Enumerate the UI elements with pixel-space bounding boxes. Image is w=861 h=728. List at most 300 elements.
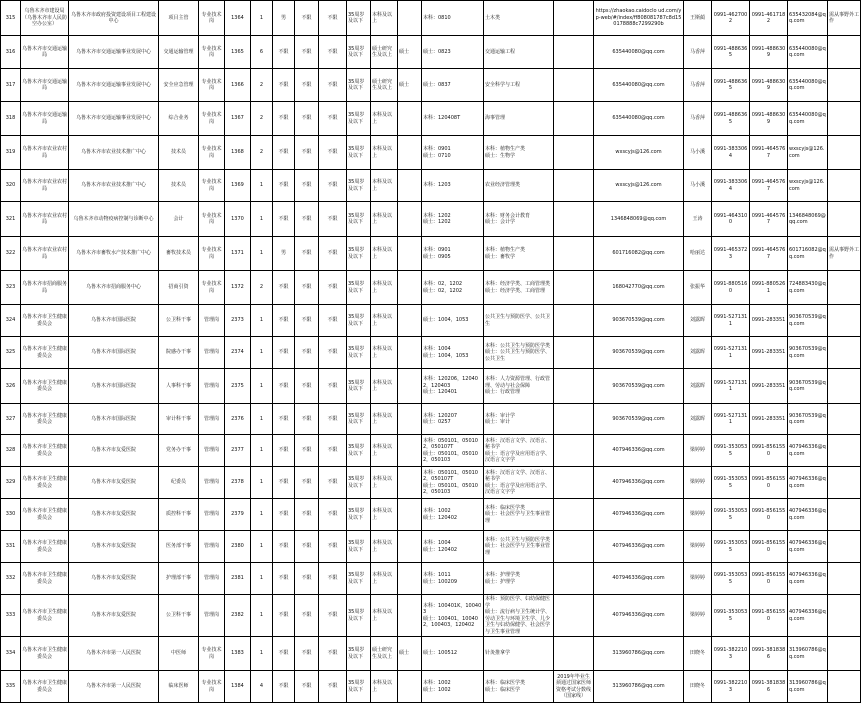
cell-dept: 乌鲁木齐市卫生健康委员会 — [21, 499, 69, 531]
cell-email2: wxscyjs@126.com — [788, 136, 828, 170]
cell-major-name: 公共卫生与预防医学、公共卫生 — [484, 305, 554, 337]
cell-dept: 乌鲁木齐市卫生健康委员会 — [21, 531, 69, 563]
cell-remark — [828, 36, 861, 69]
cell-dept: 乌鲁木齐市卫生健康委员会 — [21, 404, 69, 435]
cell-gender: 不限 — [273, 202, 295, 237]
cell-code: 1370 — [225, 202, 251, 237]
cell-tel1: 0991-4886365 — [712, 102, 750, 136]
cell-tel2: 0991-4617182 — [750, 1, 788, 36]
cell-num: 1 — [251, 637, 273, 671]
cell-major-name: 安全科学与工程 — [484, 69, 554, 102]
cell-nation: 不限 — [295, 36, 319, 69]
cell-other — [554, 69, 594, 102]
cell-nation: 不限 — [295, 102, 319, 136]
cell-major-code: 本科：120408T — [422, 102, 484, 136]
cell-cat: 专业技术岗 — [199, 136, 225, 170]
cell-major-code: 本科：1203 — [422, 170, 484, 202]
cell-code: 2373 — [225, 305, 251, 337]
cell-num: 1 — [251, 1, 273, 36]
cell-tel2: 0991-4886309 — [750, 36, 788, 69]
cell-email: 635440080@qq.com — [594, 102, 684, 136]
cell-email2: 407946336@qq.com — [788, 531, 828, 563]
cell-cat: 专业技术岗 — [199, 671, 225, 703]
cell-email: 407946336@qq.com — [594, 531, 684, 563]
cell-edu: 本科及以上 — [371, 404, 398, 435]
cell-code: 2376 — [225, 404, 251, 435]
cell-tel2: 0991-8561550 — [750, 531, 788, 563]
cell-other — [554, 202, 594, 237]
cell-nation: 不限 — [295, 305, 319, 337]
cell-contact: 梁婷婷 — [684, 499, 712, 531]
cell-email2: 903670539@qq.com — [788, 305, 828, 337]
cell-email2: 407946336@qq.com — [788, 467, 828, 499]
cell-edu: 本科及以上 — [371, 563, 398, 595]
cell-degree — [398, 467, 422, 499]
cell-unit: 乌鲁木齐市友爱医院 — [69, 531, 159, 563]
cell-cat: 管理岗 — [199, 305, 225, 337]
cell-major-code: 本科：100401K，100403 硕士：100401，100402，100403，120402 — [422, 595, 484, 637]
cell-gender: 不限 — [273, 102, 295, 136]
cell-major-code: 本科：120206，120402，120403 硕士：120401 — [422, 369, 484, 404]
cell-age: 35周岁及以下 — [347, 170, 371, 202]
cell-code: 1366 — [225, 69, 251, 102]
cell-other — [554, 305, 594, 337]
cell-polit: 不限 — [319, 499, 347, 531]
cell-edu: 本科及以上 — [371, 237, 398, 271]
cell-email2: 601716082@qq.com — [788, 237, 828, 271]
cell-dept: 乌鲁木齐市卫生健康委员会 — [21, 671, 69, 703]
cell-tel1: 0991-4627002 — [712, 1, 750, 36]
cell-major-name: 农业经济管理类 — [484, 170, 554, 202]
cell-no: 323 — [1, 271, 21, 305]
cell-degree — [398, 435, 422, 467]
cell-email2: 313960786@qq.com — [788, 671, 828, 703]
cell-email2: 407946336@qq.com — [788, 563, 828, 595]
cell-email: wxscyjs@126.com — [594, 170, 684, 202]
cell-age: 35周岁及以下 — [347, 102, 371, 136]
cell-remark — [828, 69, 861, 102]
cell-no: 335 — [1, 671, 21, 703]
cell-email: 601716082@qq.com — [594, 237, 684, 271]
cell-remark: 需从事野外工作 — [828, 1, 861, 36]
cell-no: 330 — [1, 499, 21, 531]
cell-degree — [398, 1, 422, 36]
table-row — [1, 136, 861, 170]
cell-cat: 管理岗 — [199, 369, 225, 404]
cell-remark — [828, 637, 861, 671]
cell-dept: 乌鲁木齐市交通运输局 — [21, 102, 69, 136]
cell-email: 903670539@qq.com — [594, 337, 684, 369]
cell-gender: 不限 — [273, 36, 295, 69]
cell-tel2: 0991-4645767 — [750, 170, 788, 202]
cell-cat: 管理岗 — [199, 563, 225, 595]
cell-code: 2377 — [225, 435, 251, 467]
cell-edu: 本科及以上 — [371, 202, 398, 237]
cell-gender: 不限 — [273, 637, 295, 671]
cell-nation: 不限 — [295, 69, 319, 102]
cell-other — [554, 595, 594, 637]
cell-cat: 专业技术岗 — [199, 36, 225, 69]
cell-nation: 不限 — [295, 337, 319, 369]
cell-unit: 乌鲁木齐市交通运输事业发展中心 — [69, 69, 159, 102]
table-row — [1, 595, 861, 637]
cell-code: 1365 — [225, 36, 251, 69]
table-row — [1, 102, 861, 136]
cell-nation: 不限 — [295, 637, 319, 671]
cell-post: 中医师 — [159, 637, 199, 671]
cell-gender: 不限 — [273, 595, 295, 637]
cell-email: 407946336@qq.com — [594, 563, 684, 595]
cell-cat: 专业技术岗 — [199, 202, 225, 237]
cell-tel2: 0991-283351 — [750, 337, 788, 369]
cell-post: 畜牧技术员 — [159, 237, 199, 271]
cell-num: 1 — [251, 305, 273, 337]
cell-code: 2381 — [225, 563, 251, 595]
cell-email2: 903670539@qq.com — [788, 369, 828, 404]
cell-gender: 不限 — [273, 170, 295, 202]
cell-num: 2 — [251, 136, 273, 170]
cell-email2: 635440080@qq.com — [788, 102, 828, 136]
cell-unit: 乌鲁木齐市国际医院 — [69, 337, 159, 369]
cell-gender: 不限 — [273, 671, 295, 703]
cell-tel1: 0991-3530535 — [712, 563, 750, 595]
cell-degree — [398, 563, 422, 595]
cell-degree: 硕士 — [398, 69, 422, 102]
cell-age: 35周岁及以下 — [347, 499, 371, 531]
cell-num: 1 — [251, 467, 273, 499]
cell-unit: 乌鲁木齐市农业技术推广中心 — [69, 170, 159, 202]
cell-major-name: 本科：人力资源管理、行政管理、劳动与社会保障 硕士：行政管理 — [484, 369, 554, 404]
cell-age: 35周岁及以下 — [347, 136, 371, 170]
cell-num: 1 — [251, 337, 273, 369]
cell-dept: 乌鲁木齐市卫生健康委员会 — [21, 467, 69, 499]
cell-unit: 乌鲁木齐市第一人民医院 — [69, 637, 159, 671]
cell-other — [554, 404, 594, 435]
cell-email: 407946336@qq.com — [594, 595, 684, 637]
cell-post: 审计科干事 — [159, 404, 199, 435]
cell-dept: 乌鲁木齐市农业农村局 — [21, 237, 69, 271]
cell-email2: wxscyjs@126.com — [788, 170, 828, 202]
cell-cat: 专业技术岗 — [199, 637, 225, 671]
cell-major-name: 本科：临床医学类 硕士：临床医学 — [484, 671, 554, 703]
cell-email: 313960786@qq.com — [594, 671, 684, 703]
cell-degree — [398, 102, 422, 136]
cell-nation: 不限 — [295, 271, 319, 305]
cell-major-name: 本科：护理学类 硕士：护理学 — [484, 563, 554, 595]
cell-major-code: 本科：1002 硕士：120402 — [422, 499, 484, 531]
cell-major-code: 本科：120207 硕士：0257 — [422, 404, 484, 435]
cell-cat: 专业技术岗 — [199, 271, 225, 305]
cell-num: 2 — [251, 69, 273, 102]
cell-degree — [398, 271, 422, 305]
cell-gender: 不限 — [273, 404, 295, 435]
cell-major-code: 本科：050101，050102，050107T 硕士：050101，050102，050103 — [422, 467, 484, 499]
cell-gender: 不限 — [273, 435, 295, 467]
table-row — [1, 337, 861, 369]
cell-contact: 张振华 — [684, 271, 712, 305]
cell-gender: 不限 — [273, 467, 295, 499]
cell-degree — [398, 202, 422, 237]
cell-major-code: 本科：0901 硕士：0905 — [422, 237, 484, 271]
cell-nation: 不限 — [295, 404, 319, 435]
cell-tel2: 0991-8561550 — [750, 435, 788, 467]
cell-no: 329 — [1, 467, 21, 499]
cell-cat: 管理岗 — [199, 499, 225, 531]
cell-unit: 乌鲁木齐市农业技术推广中心 — [69, 136, 159, 170]
cell-age: 35周岁及以下 — [347, 595, 371, 637]
cell-edu: 本科及以上 — [371, 499, 398, 531]
cell-num: 4 — [251, 671, 273, 703]
cell-age: 35周岁及以下 — [347, 435, 371, 467]
cell-polit: 不限 — [319, 305, 347, 337]
cell-degree — [398, 595, 422, 637]
cell-gender: 不限 — [273, 369, 295, 404]
cell-edu: 本科及以上 — [371, 595, 398, 637]
cell-other — [554, 170, 594, 202]
cell-dept: 乌鲁木齐市交通运输局 — [21, 36, 69, 69]
cell-major-code: 硕士：1004，1053 — [422, 305, 484, 337]
cell-major-name: 本科：植物生产类 硕士：生物学 — [484, 136, 554, 170]
cell-age: 35周岁及以下 — [347, 404, 371, 435]
cell-unit: 乌鲁木齐市交通运输事业发展中心 — [69, 102, 159, 136]
cell-contact: 梁婷婷 — [684, 467, 712, 499]
cell-nation: 不限 — [295, 1, 319, 36]
cell-unit: 乌鲁木齐市第一人民医院 — [69, 671, 159, 703]
cell-dept: 乌鲁木齐市卫生健康委员会 — [21, 435, 69, 467]
cell-email2: 903670539@qq.com — [788, 404, 828, 435]
table-row — [1, 404, 861, 435]
cell-unit: 乌鲁木齐市友爱医院 — [69, 435, 159, 467]
cell-contact: 马小溪 — [684, 170, 712, 202]
cell-polit: 不限 — [319, 404, 347, 435]
cell-major-name: 本科：临床医学类 硕士：社会医学与卫生事业管理 — [484, 499, 554, 531]
cell-major-name: 本科：公共卫生与预防医学类 硕士：公共卫生与预防医学、公共卫生 — [484, 337, 554, 369]
cell-unit: 乌鲁木齐市国际医院 — [69, 404, 159, 435]
cell-code: 1368 — [225, 136, 251, 170]
cell-no: 315 — [1, 1, 21, 36]
cell-contact: 马香萍 — [684, 36, 712, 69]
cell-code: 1371 — [225, 237, 251, 271]
cell-contact: 梁婷婷 — [684, 435, 712, 467]
table-row — [1, 69, 861, 102]
cell-contact: 马香萍 — [684, 102, 712, 136]
cell-no: 322 — [1, 237, 21, 271]
table-row — [1, 170, 861, 202]
cell-polit: 不限 — [319, 1, 347, 36]
cell-email: 407946336@qq.com — [594, 435, 684, 467]
cell-other — [554, 435, 594, 467]
cell-contact: 田晓冬 — [684, 637, 712, 671]
cell-no: 328 — [1, 435, 21, 467]
cell-num: 6 — [251, 36, 273, 69]
cell-polit: 不限 — [319, 671, 347, 703]
cell-num: 2 — [251, 271, 273, 305]
cell-num: 1 — [251, 237, 273, 271]
cell-email: 407946336@qq.com — [594, 467, 684, 499]
cell-polit: 不限 — [319, 435, 347, 467]
cell-age: 35周岁及以下 — [347, 1, 371, 36]
cell-edu: 本科及以上 — [371, 136, 398, 170]
cell-unit: 乌鲁木齐市动物疫病控制与诊断中心 — [69, 202, 159, 237]
cell-post: 招商引资 — [159, 271, 199, 305]
cell-no: 331 — [1, 531, 21, 563]
cell-contact: 刘露晖 — [684, 369, 712, 404]
cell-unit: 乌鲁木齐市友爱医院 — [69, 563, 159, 595]
cell-major-code: 本科：1002 硕士：1002 — [422, 671, 484, 703]
cell-code: 2375 — [225, 369, 251, 404]
cell-major-name: 土木类 — [484, 1, 554, 36]
cell-major-code: 本科：1004 硕士：120402 — [422, 531, 484, 563]
cell-gender: 不限 — [273, 563, 295, 595]
table-row — [1, 271, 861, 305]
cell-dept: 乌鲁木齐市卫生健康委员会 — [21, 305, 69, 337]
cell-no: 319 — [1, 136, 21, 170]
cell-gender: 男 — [273, 237, 295, 271]
cell-no: 320 — [1, 170, 21, 202]
cell-email: 407946336@qq.com — [594, 499, 684, 531]
cell-cat: 专业技术岗 — [199, 170, 225, 202]
cell-tel1: 0991-5271311 — [712, 305, 750, 337]
cell-num: 1 — [251, 404, 273, 435]
cell-major-name: 本科：汉语言文学、汉语言、秘书学 硕士：语言学及应用语言学、汉语言文字学 — [484, 435, 554, 467]
cell-polit: 不限 — [319, 202, 347, 237]
cell-edu: 本科及以上 — [371, 1, 398, 36]
cell-email: 635440080@qq.com — [594, 36, 684, 69]
cell-contact: 刘露晖 — [684, 404, 712, 435]
cell-email2: 407946336@qq.com — [788, 435, 828, 467]
cell-tel1: 0991-8805160 — [712, 271, 750, 305]
cell-contact: 哈丽达 — [684, 237, 712, 271]
cell-other — [554, 237, 594, 271]
cell-no: 334 — [1, 637, 21, 671]
cell-edu: 本科及以上 — [371, 102, 398, 136]
cell-email: 903670539@qq.com — [594, 369, 684, 404]
cell-dept: 乌鲁木齐市交通运输局 — [21, 69, 69, 102]
cell-tel1: 0991-4643100 — [712, 202, 750, 237]
cell-nation: 不限 — [295, 435, 319, 467]
cell-nation: 不限 — [295, 136, 319, 170]
cell-other — [554, 369, 594, 404]
table-row — [1, 671, 861, 703]
cell-remark — [828, 271, 861, 305]
cell-contact: 梁婷婷 — [684, 563, 712, 595]
cell-gender: 不限 — [273, 69, 295, 102]
cell-nation: 不限 — [295, 237, 319, 271]
table-row — [1, 637, 861, 671]
cell-major-name: 本科：审计学 硕士：审计 — [484, 404, 554, 435]
cell-dept: 乌鲁木齐市招商服务局 — [21, 271, 69, 305]
cell-email2: 407946336@qq.com — [788, 499, 828, 531]
cell-no: 326 — [1, 369, 21, 404]
cell-major-code: 本科：02，1202 硕士：02，1202 — [422, 271, 484, 305]
cell-remark — [828, 305, 861, 337]
cell-other — [554, 563, 594, 595]
cell-code: 1384 — [225, 671, 251, 703]
cell-degree: 硕士 — [398, 36, 422, 69]
cell-age: 35周岁及以下 — [347, 467, 371, 499]
table-row — [1, 237, 861, 271]
cell-other — [554, 637, 594, 671]
cell-degree — [398, 671, 422, 703]
cell-tel1: 0991-3530535 — [712, 435, 750, 467]
cell-email2: 1346848069@qq.com — [788, 202, 828, 237]
cell-post: 公卫科干事 — [159, 595, 199, 637]
cell-unit: 乌鲁木齐市友爱医院 — [69, 595, 159, 637]
cell-remark — [828, 435, 861, 467]
cell-polit: 不限 — [319, 237, 347, 271]
cell-tel1: 0991-3833064 — [712, 136, 750, 170]
cell-tel1: 0991-4653723 — [712, 237, 750, 271]
cell-major-name: 本科：财务会计教育 硕士：会计学 — [484, 202, 554, 237]
cell-dept: 乌鲁木齐市农业农村局 — [21, 202, 69, 237]
cell-gender: 不限 — [273, 305, 295, 337]
cell-email: 1346848069@qq.com — [594, 202, 684, 237]
cell-polit: 不限 — [319, 637, 347, 671]
cell-age: 35周岁及以下 — [347, 36, 371, 69]
cell-edu: 本科及以上 — [371, 467, 398, 499]
cell-degree — [398, 305, 422, 337]
cell-num: 1 — [251, 202, 273, 237]
cell-tel1: 0991-5271311 — [712, 369, 750, 404]
cell-major-code: 本科：0901 硕士：0710 — [422, 136, 484, 170]
cell-edu: 本科及以上 — [371, 305, 398, 337]
cell-tel2: 0991-4645767 — [750, 202, 788, 237]
cell-num: 1 — [251, 435, 273, 467]
cell-tel2: 0991-3818386 — [750, 671, 788, 703]
cell-no: 317 — [1, 69, 21, 102]
cell-major-code: 本科：1004 硕士：1004，1053 — [422, 337, 484, 369]
cell-degree: 硕士 — [398, 637, 422, 671]
cell-contact: 田晓冬 — [684, 671, 712, 703]
table-row — [1, 531, 861, 563]
cell-age: 35周岁及以下 — [347, 237, 371, 271]
cell-tel2: 0991-283351 — [750, 305, 788, 337]
cell-degree — [398, 237, 422, 271]
cell-remark — [828, 404, 861, 435]
cell-email2: 903670539@qq.com — [788, 337, 828, 369]
cell-edu: 本科及以上 — [371, 271, 398, 305]
cell-cat: 管理岗 — [199, 337, 225, 369]
cell-gender: 不限 — [273, 136, 295, 170]
cell-polit: 不限 — [319, 595, 347, 637]
cell-major-name: 交通运输工程 — [484, 36, 554, 69]
cell-edu: 本科及以上 — [371, 337, 398, 369]
cell-edu: 硕士研究生及以上 — [371, 36, 398, 69]
cell-degree — [398, 170, 422, 202]
cell-age: 35周岁及以下 — [347, 671, 371, 703]
table-row — [1, 369, 861, 404]
cell-post: 交通运输管理 — [159, 36, 199, 69]
table-row — [1, 467, 861, 499]
cell-polit: 不限 — [319, 531, 347, 563]
cell-age: 35周岁及以下 — [347, 531, 371, 563]
cell-num: 1 — [251, 595, 273, 637]
cell-polit: 不限 — [319, 136, 347, 170]
cell-dept: 乌鲁木齐市农业农村局 — [21, 170, 69, 202]
cell-post: 党务办干事 — [159, 435, 199, 467]
cell-unit: 乌鲁木齐市国际医院 — [69, 369, 159, 404]
cell-polit: 不限 — [319, 337, 347, 369]
cell-degree — [398, 136, 422, 170]
cell-tel2: 0991-3818386 — [750, 637, 788, 671]
cell-num: 1 — [251, 369, 273, 404]
cell-tel1: 0991-3822103 — [712, 637, 750, 671]
cell-tel1: 0991-3530535 — [712, 531, 750, 563]
cell-gender: 不限 — [273, 531, 295, 563]
cell-degree — [398, 499, 422, 531]
cell-nation: 不限 — [295, 531, 319, 563]
cell-degree — [398, 369, 422, 404]
